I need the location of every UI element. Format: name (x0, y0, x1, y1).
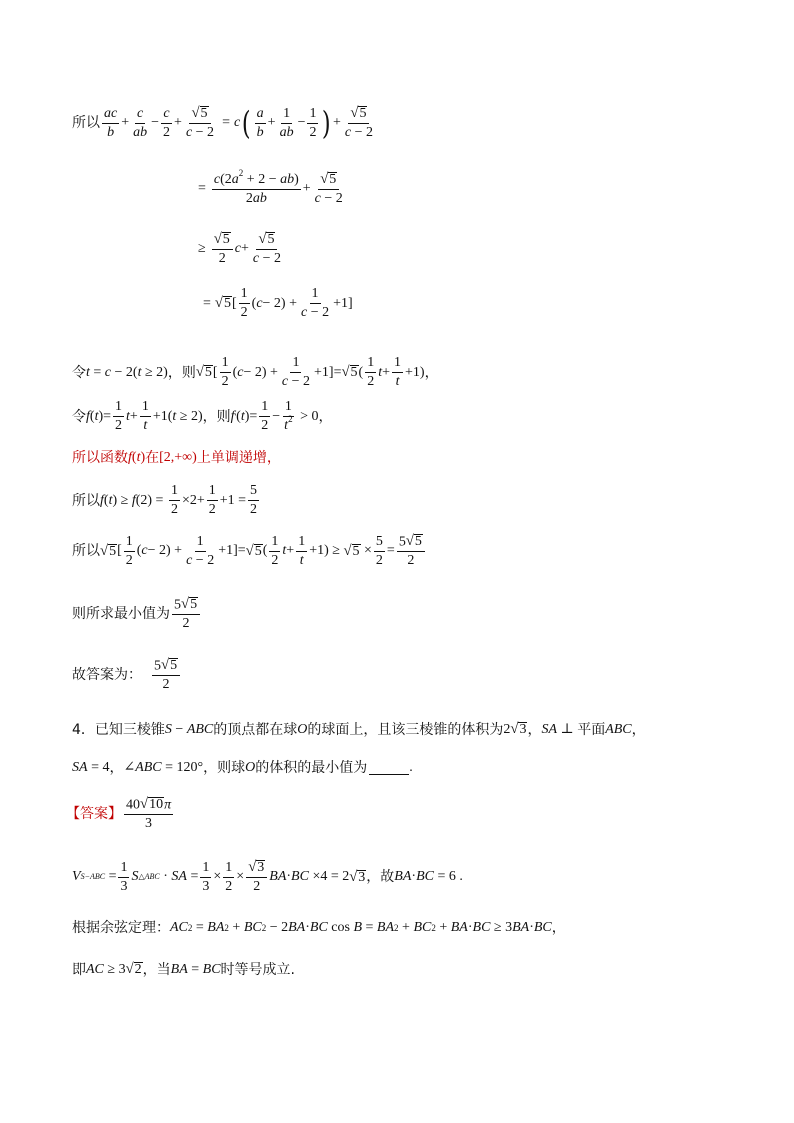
volume-line: V S−ABC = $\frac{1}{3}$ S △ABC · SA = $\frac{1}{3}$ × $\frac{1}{2}$ × √ 3 2 BA · BC ×4 = 2 √ 3 ，故 BA · BC = 6 . (72, 859, 463, 895)
result-line: 所以 √ 5 [ $\frac{1}{2}$ ( c − 2) + $\frac{1}{c - 2}$ +1]= √ 5 ( $\frac{1}{2}$ t + $\frac{1}{t}$ +1) ≥ √ 5 × $\frac{5}{2}$ = 5 √ 5 2 (72, 534, 427, 568)
text-suoyi: 所以 (72, 115, 100, 132)
problem-4-line-2: SA = 4 ， ∠ ABC = 120° ，则球 O 的体积的最小值为 . (72, 759, 413, 776)
fmin-line: 所以 f ( t ) ≥ f (2) = $\frac{1}{2}$ ×2+ $\frac{1}{2}$ +1 = $\frac{5}{2}$ (72, 483, 258, 517)
answer-label: 【答案】 (66, 806, 122, 823)
derivation-line-4: = √ 5 [ $\frac{1}{2}$ ( c − 2) + $\frac{1}{c - 2}$ +1] (203, 286, 353, 320)
monotonic-line: 所以函数 f ( t ) 在 [2,+∞) 上单调递增， (72, 450, 281, 466)
problem-4-line-1: 4．已知三棱锥 S − ABC 的顶点都在球 O 的球面上，且该三棱锥的体积为 2 √ 3 ， SA ⊥ 平面 ABC ， (72, 721, 646, 738)
min-value-line: 则所求最小值为 5 √ 5 2 (72, 597, 202, 631)
answer-blank (369, 760, 409, 775)
derivation-line-3: ≥ √ 5 2 c + √ 5 c − 2 (198, 231, 281, 267)
cosine-law-line: 根据余弦定理： AC 2 = BA 2 + BC 2 − 2 BA · BC cos B = BA 2 + BC 2 + BA · BC ≥ 3 BA · BC ， (72, 920, 566, 936)
answer-line: 【答案】 40 √ 10 π 3 (66, 796, 172, 832)
derivation-line-1: 所以 $\frac{ac}{b}$ + $\frac{c}{ab}$ − $\frac{c}{2}$ + √ 5 c − 2 = c ( $\frac{a}{b}$ + $\frac{1}{ab}$ − $\frac{1}{2}$ ) + √ 5 c − 2 (72, 104, 373, 143)
substitution-line: 令 t = c − 2( t ≥ 2) ，则 √ 5 [ $\frac{1}{2}$ ( c − 2) + $\frac{1}{c - 2}$ +1]= √ 5 ( $\frac{1}{2}$ t + $\frac{1}{t}$ +1) ， (72, 355, 439, 389)
derivation-line-2: = $\frac{c(2a^2 + 2 - ab)}{2ab}$ + √ 5 c − 2 (198, 167, 343, 207)
function-def-line: 令 f ( t )= $\frac{1}{2}$ t + $\frac{1}{t}$ +1( t ≥ 2) ，则 f ' ( t )= $\frac{1}{2}$ − $\frac{1}{t^2}$ > 0 ， (72, 399, 333, 433)
inequality-line: 即 AC ≥ 3 √ 2 ，当 BA = BC 时等号成立. (72, 961, 295, 978)
final-answer-line: 故答案为： 5 √ 5 2 (72, 658, 182, 692)
